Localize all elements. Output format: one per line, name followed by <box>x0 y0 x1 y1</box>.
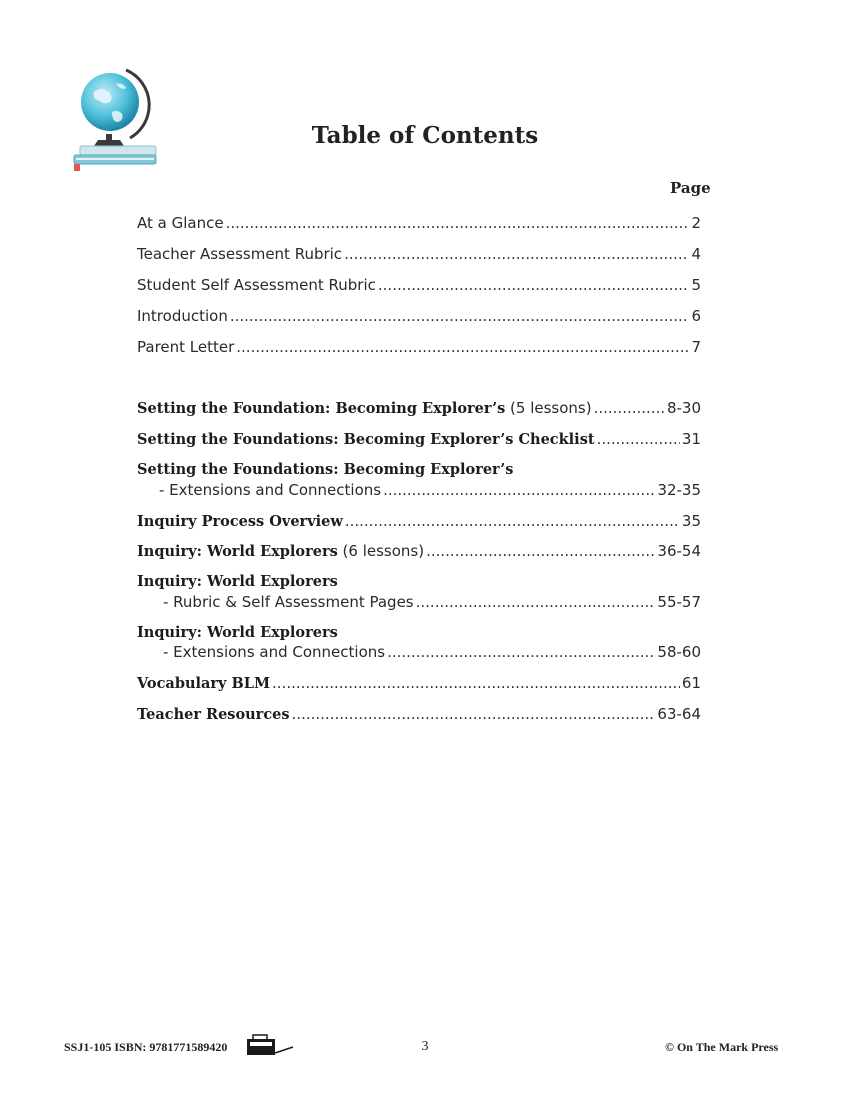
toc-entry: Introduction ..... 6 <box>137 307 701 325</box>
footer-isbn: SSJ1-105 ISBN: 9781771589420 <box>64 1040 228 1054</box>
toc-section-entry: Setting the Foundations: Becoming Explorer’s Checklist ..... 31 <box>137 430 701 448</box>
toc-subentry: - Extensions and Connections ..... 32-35 <box>159 481 701 499</box>
toc-subentry: - Rubric & Self Assessment Pages ..... 55-57 <box>163 593 701 611</box>
page-title: Table of Contents <box>311 122 539 149</box>
toc-entry: Teacher Assessment Rubric ..... 4 <box>137 245 701 263</box>
toc-entry: Parent Letter ..... 7 <box>137 338 701 356</box>
toc-section-entry: Vocabulary BLM ..... 61 <box>137 674 701 692</box>
toc-section-heading: Inquiry: World Explorers <box>137 624 338 641</box>
globe-on-books-icon <box>64 62 164 172</box>
toc-section-entry: Inquiry Process Overview ..... 35 <box>137 512 701 530</box>
toc-entry: Student Self Assessment Rubric ..... 5 <box>137 276 701 294</box>
page-column-header: Page <box>670 179 711 197</box>
page-number: 3 <box>421 1039 429 1054</box>
toc-subentry: - Extensions and Connections ..... 58-60 <box>163 643 701 661</box>
toc-entry: At a Glance ..... 2 <box>137 214 701 232</box>
toc-section-entry: Teacher Resources ..... 63-64 <box>137 705 701 723</box>
toc-section-entry: Inquiry: World Explorers (6 lessons) ..... 36-54 <box>137 542 701 560</box>
toc-section-heading: Inquiry: World Explorers <box>137 573 338 590</box>
toc-section-entry: Setting the Foundation: Becoming Explorer’s (5 lessons) ..... 8-30 <box>137 399 701 417</box>
toc-section-heading: Setting the Foundations: Becoming Explorer’s <box>137 461 514 478</box>
footer-copyright: © On The Mark Press <box>665 1040 779 1054</box>
